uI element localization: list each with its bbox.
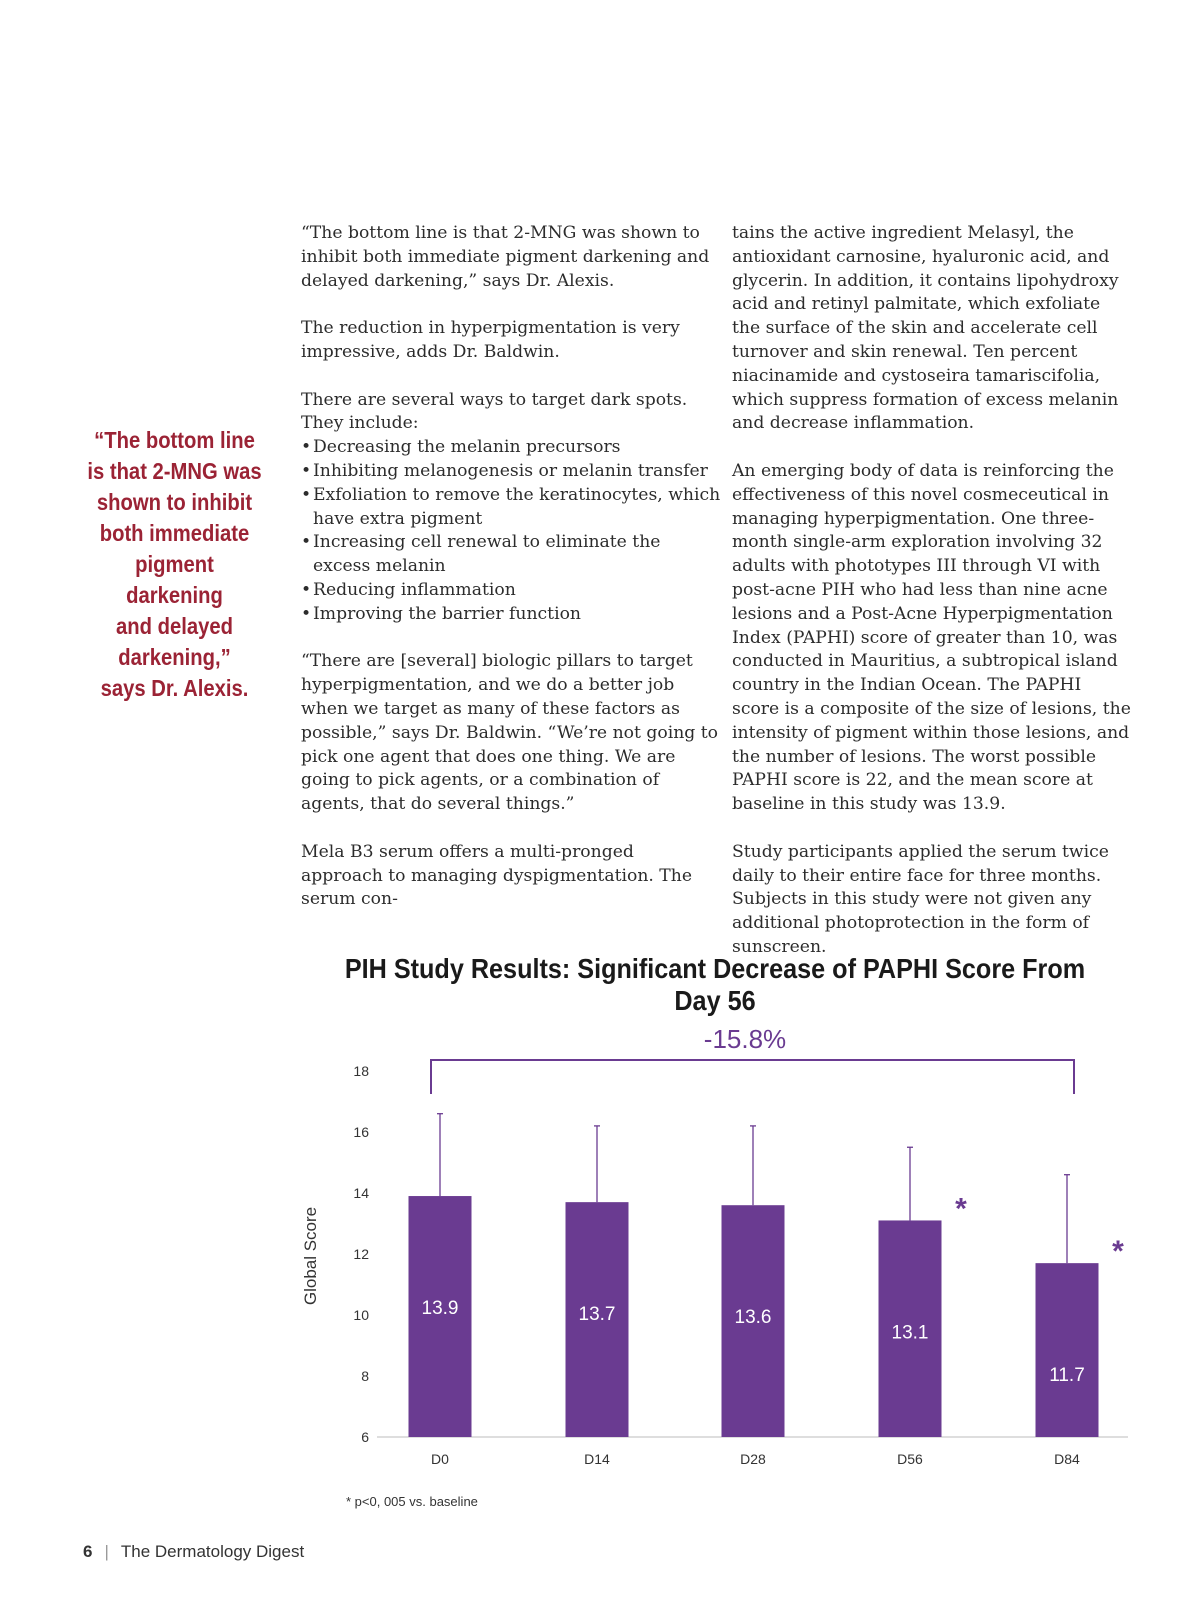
y-tick-label: 10 xyxy=(353,1307,369,1323)
page-footer xyxy=(83,1542,304,1562)
bracket-label: -15.8% xyxy=(703,1024,787,1054)
y-tick-label: 6 xyxy=(361,1429,369,1445)
x-tick-label: D0 xyxy=(431,1451,449,1467)
significance-marker: * xyxy=(955,1192,967,1226)
pull-quote-line: shown to inhibit xyxy=(96,489,253,515)
pull-quote-line: both immediate xyxy=(99,520,250,546)
y-tick-label: 16 xyxy=(353,1124,369,1140)
list-item: • Inhibiting melanogenesis or melanin transfer xyxy=(301,460,721,484)
publication-name: The Dermatology Digest xyxy=(120,1542,305,1561)
pull-quote-line: is that 2-MNG was xyxy=(87,458,262,484)
pull-quote-line: “The bottom line xyxy=(94,427,255,453)
significance-marker: * xyxy=(1112,1235,1124,1269)
pull-quote-line: pigment darkening xyxy=(126,551,223,608)
bar-value-label: 13.9 xyxy=(421,1298,459,1320)
paragraph: The reduction in hyperpigmentation is very impressive, adds Dr. Baldwin. xyxy=(301,318,680,362)
x-tick-label: D28 xyxy=(740,1451,766,1467)
y-tick-label: 14 xyxy=(353,1185,369,1201)
pull-quote-line: and delayed xyxy=(116,613,233,639)
bar-value-label: 11.7 xyxy=(1049,1365,1085,1387)
list-item: • Decreasing the melanin precursors xyxy=(301,436,721,460)
paragraph: “There are [several] biologic pillars to target hyperpigmentation, and we do a better job when we target as many of these factors as possible,” says Dr. Baldwin. “We’re not going to pick one agent that does one thing. We are going to pick agents, or a combination of agents, that do several things.” xyxy=(301,651,718,815)
y-tick-label: 8 xyxy=(361,1368,369,1384)
bar xyxy=(1036,1263,1099,1437)
y-axis-label: Global Score xyxy=(301,1206,320,1306)
chart-footnote: * p<0, 005 vs. baseline xyxy=(346,1494,478,1509)
paragraph: Study participants applied the serum twice daily to their entire face for three months. Subjects in this study were not given any additional photoprotection in the form of sunscreen. xyxy=(732,841,1109,957)
x-tick-label: D14 xyxy=(584,1451,610,1467)
chart-title: PIH Study Results: Significant Decrease of PAPHI Score From Day 56 xyxy=(344,953,1086,1016)
paragraph: “The bottom line is that 2-MNG was shown to inhibit both immediate pigment darkening and delayed darkening,” says Dr. Alexis. xyxy=(301,223,710,291)
footer-separator: | xyxy=(104,1542,109,1561)
list-item: • Exfoliation to remove the keratinocytes, which have extra pigment xyxy=(301,484,721,532)
paragraph: Mela B3 serum offers a multi-pronged approach to managing dyspigmentation. The serum con- xyxy=(301,841,693,910)
x-tick-label: D56 xyxy=(897,1451,923,1467)
paragraph: tains the active ingredient Melasyl, the antioxidant carnosine, hyaluronic acid, and glycerin. In addition, it contains lipohydroxy acid and retinyl palmitate, which exfoliate the surface of the skin and accelerate cell turnover and skin renewal. Ten percent niacinamide and cystoseira tamariscifolia, which suppress formation of excess melanin and decrease inflammation. xyxy=(732,223,1119,434)
bar-value-label: 13.6 xyxy=(734,1307,772,1329)
list-item: • Increasing cell renewal to eliminate the excess melanin xyxy=(301,531,721,579)
paragraph: An emerging body of data is reinforcing the effectiveness of this novel cosmeceutical in managing hyperpigmentation. One three-month single-arm exploration involving 32 adults with phototypes III through VI with post-acne PIH who had less than nine acne lesions and a Post-Acne Hyperpigmentation Index (PAPHI) score of greater than 10, was conducted in Mauritius, a subtropical island country in the Indian Ocean. The PAPHI score is a composite of the size of lesions, the intensity of pigment within those lesions, and the number of lesions. The worst possible PAPHI score is 22, and the mean score at baseline in this study was 13.9. xyxy=(732,460,1131,815)
paragraph: There are several ways to target dark spots. They include: xyxy=(301,389,688,434)
pull-quote-line: says Dr. Alexis. xyxy=(100,675,249,701)
list-item: • Reducing inflammation xyxy=(301,579,721,603)
page-number: 6 xyxy=(83,1542,93,1561)
bar-value-label: 13.1 xyxy=(891,1322,929,1344)
list-item: • Improving the barrier function xyxy=(301,603,721,627)
pull-quote-line: darkening,” xyxy=(118,644,231,670)
bar-value-label: 13.7 xyxy=(578,1304,616,1326)
comparison-bracket xyxy=(431,1060,1074,1094)
y-tick-label: 12 xyxy=(353,1246,369,1262)
x-tick-label: D84 xyxy=(1054,1451,1080,1467)
y-tick-label: 18 xyxy=(353,1063,369,1079)
